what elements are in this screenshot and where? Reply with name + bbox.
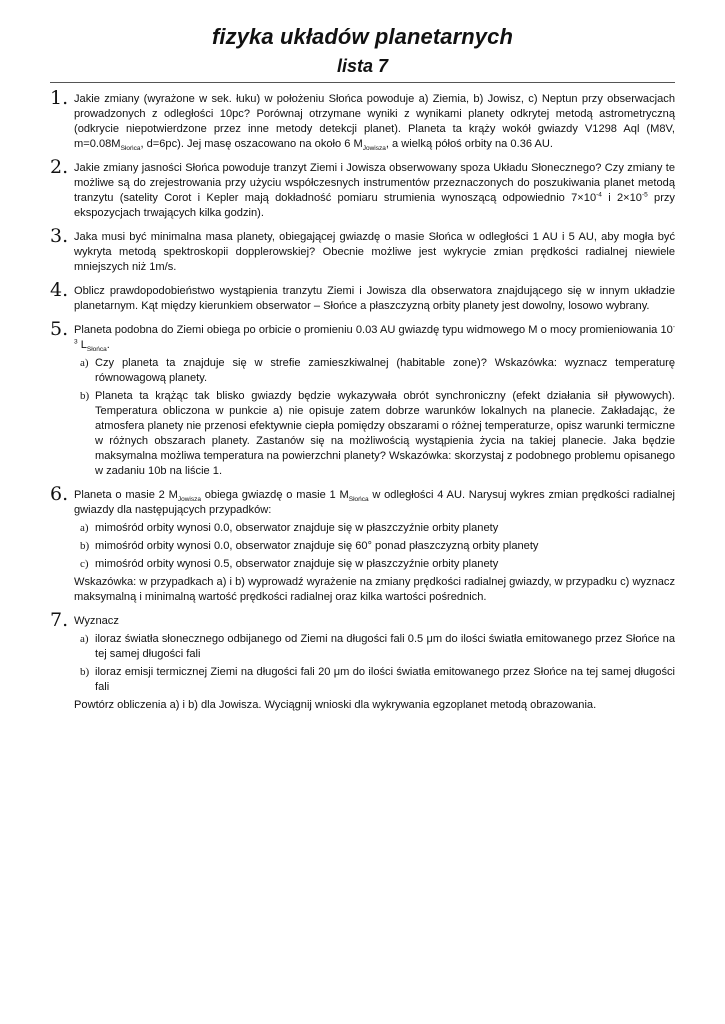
problem-7 xyxy=(50,609,675,713)
subquestion-text: mimośród orbity wynosi 0.0, obserwator znajduje się 60° ponad płaszczyzną orbity planety xyxy=(95,540,539,552)
problem-3 xyxy=(50,225,675,275)
problem-number: 3. xyxy=(50,225,69,247)
subquestion-a xyxy=(74,356,675,386)
subquestion-label: b) xyxy=(80,540,90,552)
problem-2 xyxy=(50,156,675,221)
problem-number: 5. xyxy=(50,318,69,340)
problem-text: Oblicz prawdopodobieństwo wystąpienia tranzytu Ziemi i Jowisza dla obserwatora znajdującego się w innym układzie planetarnym. Kąt między kierunkiem obserwator – Słońce a płaszczyzną orbity planety jest dowolny, losowo wybrany. xyxy=(74,285,675,312)
problem-4 xyxy=(50,279,675,314)
problem-number: 4. xyxy=(50,279,69,301)
problem-number: 2. xyxy=(50,156,69,178)
subquestion-text: Planeta ta krążąc tak blisko gwiazdy będzie wykazywała obrót synchroniczny (efekt działania sił pływowych). Temperatura obliczona w punkcie a) nie opisuje zatem dobrze warunków lokalnych na planecie. Zakładając, że atmosfera planety nie przenosi efektywnie ciepła pomiędzy obszarami o różnej temperaturze, opisz warunki termiczne w różnych obszarach planety. Zastanów się na możliwością wystąpienia życia na takiej planecie. Jaka będzie maksymalna możliwa temperatura na powierzchni planety? Wskazówka: skorzystaj z podobnego problemu opisanego w zadaniu 10b na liście 1. xyxy=(95,390,675,477)
problem-list xyxy=(50,87,675,722)
subquestion-label: a) xyxy=(80,522,89,534)
problem-number: 7. xyxy=(50,609,69,631)
problem-number: 1. xyxy=(50,87,69,109)
problem-text: Jakie zmiany jasności Słońca powoduje tranzyt Ziemi i Jowisza obserwowany spoza Układu Słonecznego? Czy zmiany te możliwe są do zrejestrowania przy użyciu współczesnych instrumentów przeznaczonych do poszukiwania planet metodą tranzytu (satelity Corot i Kepler mają dokładność pomiaru strumienia wynoszącą odpowiednio $7\times 10^{-4}$ i $2\times 10^{-5}$ przy ekspozycjach trwających kilka godzin). xyxy=(74,162,675,219)
problem-1 xyxy=(50,87,675,153)
subquestion-b xyxy=(74,539,675,554)
subquestion-label: b) xyxy=(80,666,90,678)
problem-text: Planeta o masie 2 $M_{Jowisza}$ obiega gwiazdę o masie 1 $M_{Słońca}$ w odległości 4 AU. Narysuj wykres zmian prędkości radialnej gwiazdy dla następujących przypadków: xyxy=(74,489,675,516)
problem-text: Wyznacz xyxy=(74,615,119,627)
problem-5 xyxy=(50,318,675,479)
subquestion-text: Czy planeta ta znajduje się w strefie zamieszkiwalnej (habitable zone)? Wskazówka: wyznacz temperaturę równowagową planety. xyxy=(95,357,675,384)
subquestion-label: a) xyxy=(80,633,89,645)
subquestion-label: b) xyxy=(80,390,90,402)
subquestion-text: mimośród orbity wynosi 0.5, obserwator znajduje się w płaszczyźnie orbity planety xyxy=(95,558,499,570)
hint-text: Wskazówka: w przypadkach a) i b) wyprowadź wyrażenie na zmiany prędkości radialnej gwiazdy, w przypadku c) wyznacz maksymalną i minimalną wartość prędkości radialnej oraz kilka wartości pośrednich. xyxy=(74,576,675,603)
subquestion-label: a) xyxy=(80,357,89,369)
problem-text: Jaka musi być minimalna masa planety, obiegającej gwiazdę o masie Słońca w odległości 1 AU i 5 AU, aby mogła być wykryta metodą spektroskopii dopplerowskiej? Obecnie możliwe jest wykrycie zmian prędkości radialnej niewiele mniejszych niż 1m/s. xyxy=(74,231,675,273)
subquestion-a xyxy=(74,632,675,662)
subquestion-label: c) xyxy=(80,558,89,570)
problem-text: Planeta podobna do Ziemi obiega po orbicie o promieniu 0.03 AU gwiazdę typu widmowego M o mocy promieniowania $10^{-3}$ $L_{Słońca}$. xyxy=(74,323,675,354)
page-subtitle: lista 7 xyxy=(336,56,389,76)
subquestion-c xyxy=(74,557,675,572)
subquestion-b xyxy=(74,665,675,695)
problem-6 xyxy=(50,483,675,605)
subquestion-text: mimośród orbity wynosi 0.0, obserwator znajduje się w płaszczyźnie orbity planety xyxy=(95,522,499,534)
subquestion-text: iloraz światła słonecznego odbijanego od Ziemi na długości fali 0.5 μm do ilości światła emitowanego przez Słońce na tej samej długości fali xyxy=(95,633,675,660)
page-title: fizyka układów planetarnych xyxy=(211,24,513,49)
problem-number: 6. xyxy=(50,483,69,505)
problem-text: Jakie zmiany (wyrażone w sek. łuku) w położeniu Słońca powoduje a) Ziemia, b) Jowisz, c) Neptun przy obserwacjach prowadzonych z odległości 10pc? Porównaj otrzymane wyniki z wynikami planety odkrytej metodą astrometryczną (odkrycie niepotwierdzone przez inne metody detekcji planet). Planeta ta krąży wokół gwiazdy V1298 Aql (M8V, $m=0.08M_{Słońca}$, d=6pc). Jej masę oszacowano na około 6 $M_{Jowisza}$, a wielką półoś orbity na 0.36 AU. xyxy=(74,93,675,153)
conclusion-text: Powtórz obliczenia a) i b) dla Jowisza. Wyciągnij wnioski dla wykrywania egzoplanet metodą obrazowania. xyxy=(74,699,597,711)
subquestion-a xyxy=(74,521,675,536)
header-divider xyxy=(50,82,675,83)
subquestion-b xyxy=(74,389,675,479)
subquestion-text: iloraz emisji termicznej Ziemi na długości fali 20 μm do ilości światła emitowanego przez Słońce na tej samej długości fali xyxy=(95,666,675,693)
